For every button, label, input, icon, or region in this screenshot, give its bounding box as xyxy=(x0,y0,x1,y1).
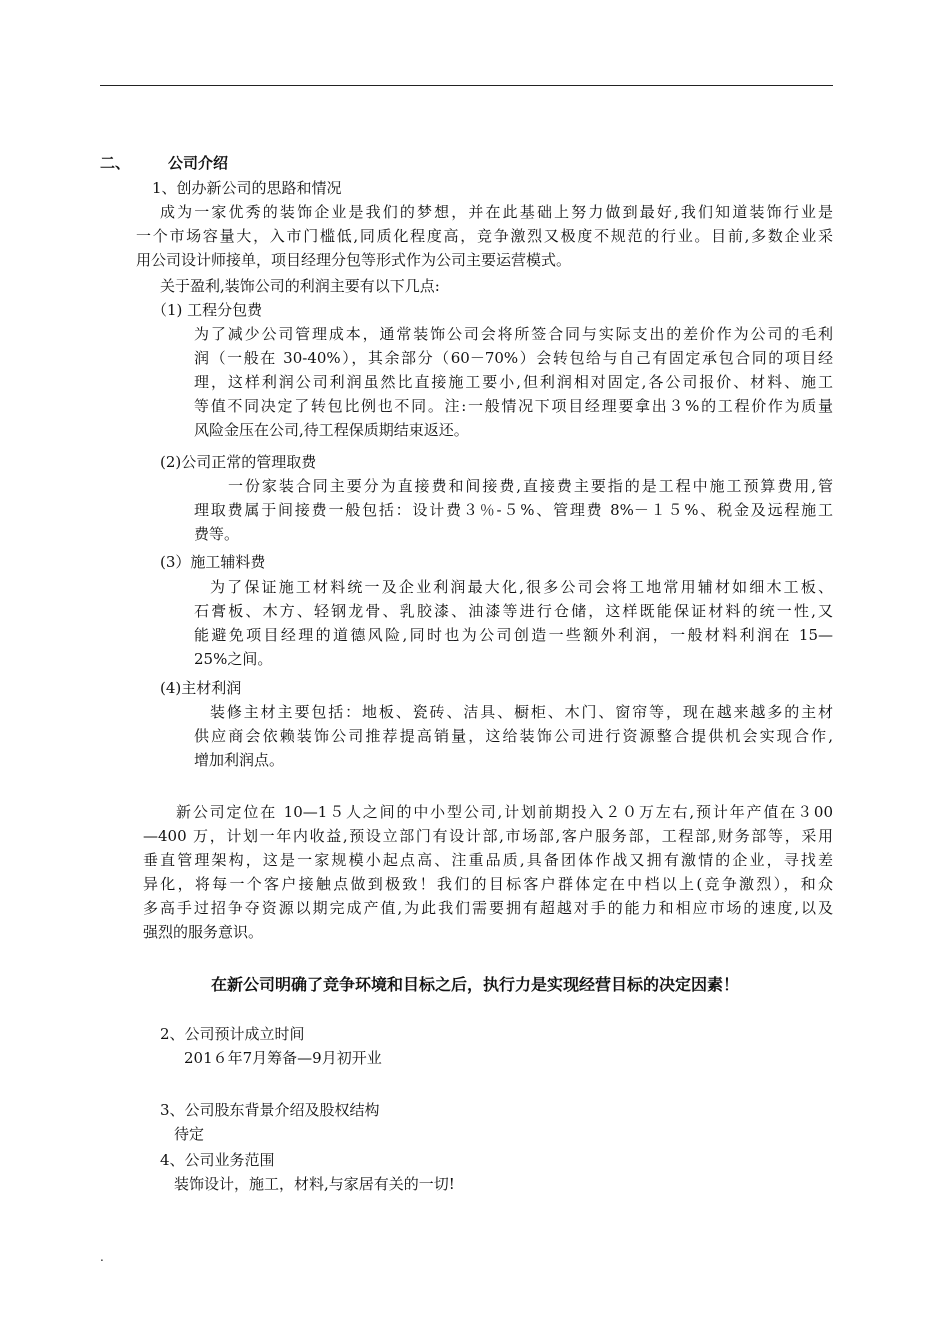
text-line: 强烈的服务意识。 xyxy=(143,923,264,941)
text-line: 一份家装合同主要分为直接费和间接费,直接费主要指的是工程中施工预算费用,管 xyxy=(228,477,833,495)
item2-title: (2)公司正常的管理取费 xyxy=(160,453,317,471)
s1-intro-paragraph xyxy=(136,200,833,272)
item4-title: (4)主材利润 xyxy=(160,679,242,697)
text-line: 用公司设计师接单，项目经理分包等形式作为公司主要运营模式。 xyxy=(136,251,572,269)
section-number: 二、 xyxy=(100,154,131,172)
s4-text: 装饰设计，施工，材料,与家居有关的一切! xyxy=(174,1175,455,1193)
footer-mark: . xyxy=(100,1250,104,1264)
s2-heading: 2、公司预计成立时间 xyxy=(160,1025,305,1043)
item4-paragraph xyxy=(194,700,833,772)
positioning-paragraph xyxy=(143,800,833,944)
section-title: 公司介绍 xyxy=(168,154,229,172)
text-line: 等值不同决定了转包比例也不同。注:一般情况下项目经理要拿出３%的工程价作为质量 xyxy=(194,397,833,415)
text-line: 供应商会依赖装饰公司推荐提高销量，这给装饰公司进行资源整合提供机会实现合作, xyxy=(194,727,833,745)
text-line: 装修主材主要包括：地板、瓷砖、洁具、橱柜、木门、窗帘等，现在越来越多的主材 xyxy=(210,703,833,721)
s2-text: 201６年7月筹备—9月初开业 xyxy=(184,1049,382,1067)
item1-paragraph xyxy=(194,322,833,442)
text-line: 润（一般在 30-40%），其余部分（60－70%）会转包给与自己有固定承包合同的项目经 xyxy=(194,349,833,367)
text-line: 成为一家优秀的装饰企业是我们的梦想，并在此基础上努力做到最好,我们知道装饰行业是 xyxy=(160,203,833,221)
emphasis-statement: 在新公司明确了竞争环境和目标之后，执行力是实现经营目标的决定因素！ xyxy=(210,975,739,994)
item1-title: （1) 工程分包费 xyxy=(152,301,263,319)
text-line: 新公司定位在 10—1５人之间的中小型公司,计划前期投入２０万左右,预计年产值在３00 xyxy=(176,803,833,821)
item3-title: (3）施工辅料费 xyxy=(160,553,266,571)
text-line: 25%之间。 xyxy=(194,650,273,668)
text-line: 多高手过招争夺资源以期完成产值,为此我们需要拥有超越对手的能力和相应市场的速度,以及 xyxy=(143,899,833,917)
item2-paragraph xyxy=(194,474,833,546)
text-line: 理，这样利润公司利润虽然比直接施工要小,但利润相对固定,各公司报价、材料、施工 xyxy=(194,373,833,391)
text-line: 为了保证施工材料统一及企业利润最大化,很多公司会将工地常用辅材如细木工板、 xyxy=(210,578,833,596)
s4-heading: 4、公司业务范围 xyxy=(160,1151,275,1169)
text-line: 垂直管理架构，这是一家规模小起点高、注重品质,具备团体作战又拥有激情的企业，寻找差 xyxy=(143,851,833,869)
s3-text: 待定 xyxy=(174,1125,205,1143)
s1-heading: 1、创办新公司的思路和情况 xyxy=(152,179,342,197)
text-line: 为了减少公司管理成本，通常装饰公司会将所签合同与实际支出的差价作为公司的毛利 xyxy=(194,325,833,343)
text-line: 风险金压在公司,待工程保质期结束返还。 xyxy=(194,421,469,439)
item3-paragraph xyxy=(194,575,833,671)
text-line: 一个市场容量大，入市门槛低,同质化程度高，竞争激烈又极度不规范的行业。目前,多数企业采 xyxy=(136,227,833,245)
text-line: 费等。 xyxy=(194,525,240,543)
text-line: 增加利润点。 xyxy=(194,751,285,769)
text-line: 异化，将每一个客户接触点做到极致！我们的目标客户群体定在中档以上(竞争激烈），和众 xyxy=(143,875,833,893)
profit-intro: 关于盈利,装饰公司的利润主要有以下几点: xyxy=(160,277,440,295)
text-line: 石膏板、木方、轻钢龙骨、乳胶漆、油漆等进行仓储，这样既能保证材料的统一性,又 xyxy=(194,602,833,620)
text-line: 理取费属于间接费一般包括：设计费３％-５%、管理费 8%－１５%、税金及远程施工 xyxy=(194,501,833,519)
header-rule xyxy=(100,85,833,86)
text-line: 能避免项目经理的道德风险,同时也为公司创造一些额外利润，一般材料利润在 15— xyxy=(194,626,833,644)
s3-heading: 3、公司股东背景介绍及股权结构 xyxy=(160,1101,380,1119)
text-line: —400 万，计划一年内收益,预设立部门有设计部,市场部,客户服务部，工程部,财务部等，采用 xyxy=(143,827,833,845)
